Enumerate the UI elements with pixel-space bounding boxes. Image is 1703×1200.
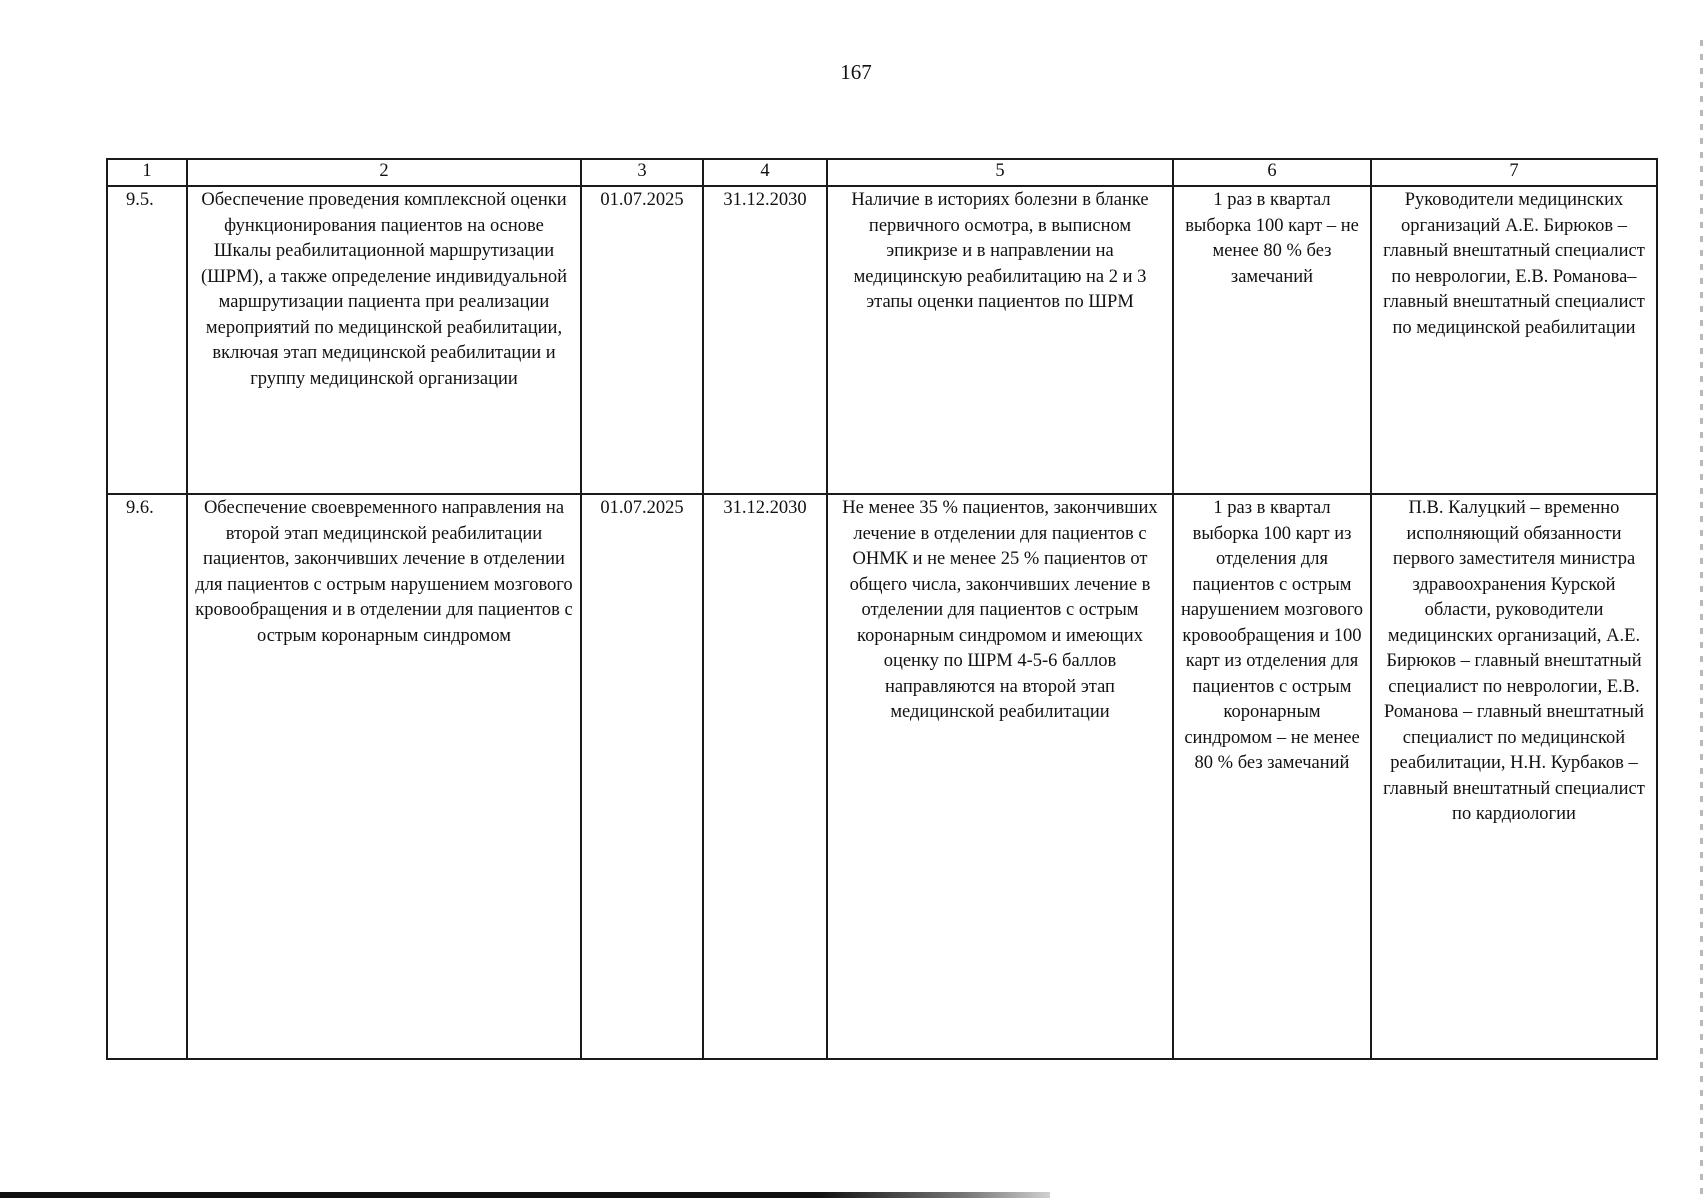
column-header: 1 bbox=[107, 159, 187, 186]
result-cell: Наличие в историях болезни в бланке первичного осмотра, в выписном эпикризе и в направлении на медицинскую реабилитацию на 2 и 3 этапы оценки пациентов по ШРМ bbox=[827, 186, 1173, 494]
responsible-cell: П.В. Калуцкий – временно исполняющий обязанности первого заместителя министра здравоохранения Курской области, руководители медицинских организаций, А.Е. Бирюков – главный внештатный специалист по неврологии, Е.В. Романова – главный внештатный специалист по медицинской реабилитации, Н.Н. Курбаков – главный внештатный специалист по кардиологии bbox=[1371, 494, 1657, 1059]
start-date-cell: 01.07.2025 bbox=[581, 186, 703, 494]
start-date-cell: 01.07.2025 bbox=[581, 494, 703, 1059]
end-date-cell: 31.12.2030 bbox=[703, 494, 827, 1059]
column-header: 6 bbox=[1173, 159, 1371, 186]
row-number: 9.6. bbox=[107, 494, 187, 1059]
column-header: 2 bbox=[187, 159, 581, 186]
end-date-cell: 31.12.2030 bbox=[703, 186, 827, 494]
column-header: 5 bbox=[827, 159, 1173, 186]
activity-cell: Обеспечение своевременного направления на второй этап медицинской реабилитации пациентов, закончивших лечение в отделении для пациентов с острым нарушением мозгового кровообращения и в отделении для пациентов с острым коронарным синдромом bbox=[187, 494, 581, 1059]
responsible-cell: Руководители медицинских организаций А.Е. Бирюков – главный внештатный специалист по неврологии, Е.В. Романова–главный внештатный специалист по медицинской реабилитации bbox=[1371, 186, 1657, 494]
column-header: 4 bbox=[703, 159, 827, 186]
scan-bottom-bar bbox=[0, 1192, 1050, 1198]
table-row bbox=[107, 494, 1657, 1059]
table-row bbox=[107, 186, 1657, 494]
control-cell: 1 раз в квартал выборка 100 карт – не менее 80 % без замечаний bbox=[1173, 186, 1371, 494]
column-header: 7 bbox=[1371, 159, 1657, 186]
row-number: 9.5. bbox=[107, 186, 187, 494]
page-number: 167 bbox=[840, 60, 872, 84]
activities-table bbox=[106, 158, 1658, 1060]
control-cell: 1 раз в квартал выборка 100 карт из отделения для пациентов с острым нарушением мозгового кровообращения и 100 карт из отделения для пациентов с острым коронарным синдромом – не менее 80 % без замечаний bbox=[1173, 494, 1371, 1059]
column-header: 3 bbox=[581, 159, 703, 186]
activity-cell: Обеспечение проведения комплексной оценки функционирования пациентов на основе Шкалы реабилитационной маршрутизации (ШРМ), а также определение индивидуальной маршрутизации пациента при реализации мероприятий по медицинской реабилитации, включая этап медицинской реабилитации и группу медицинской организации bbox=[187, 186, 581, 494]
result-cell: Не менее 35 % пациентов, закончивших лечение в отделении для пациентов с ОНМК и не менее 25 % пациентов от общего числа, закончивших лечение в отделении для пациентов с острым коронарным синдромом и имеющих оценку по ШРМ 4-5-6 баллов направляются на второй этап медицинской реабилитации bbox=[827, 494, 1173, 1059]
table-header-row bbox=[107, 159, 1657, 186]
